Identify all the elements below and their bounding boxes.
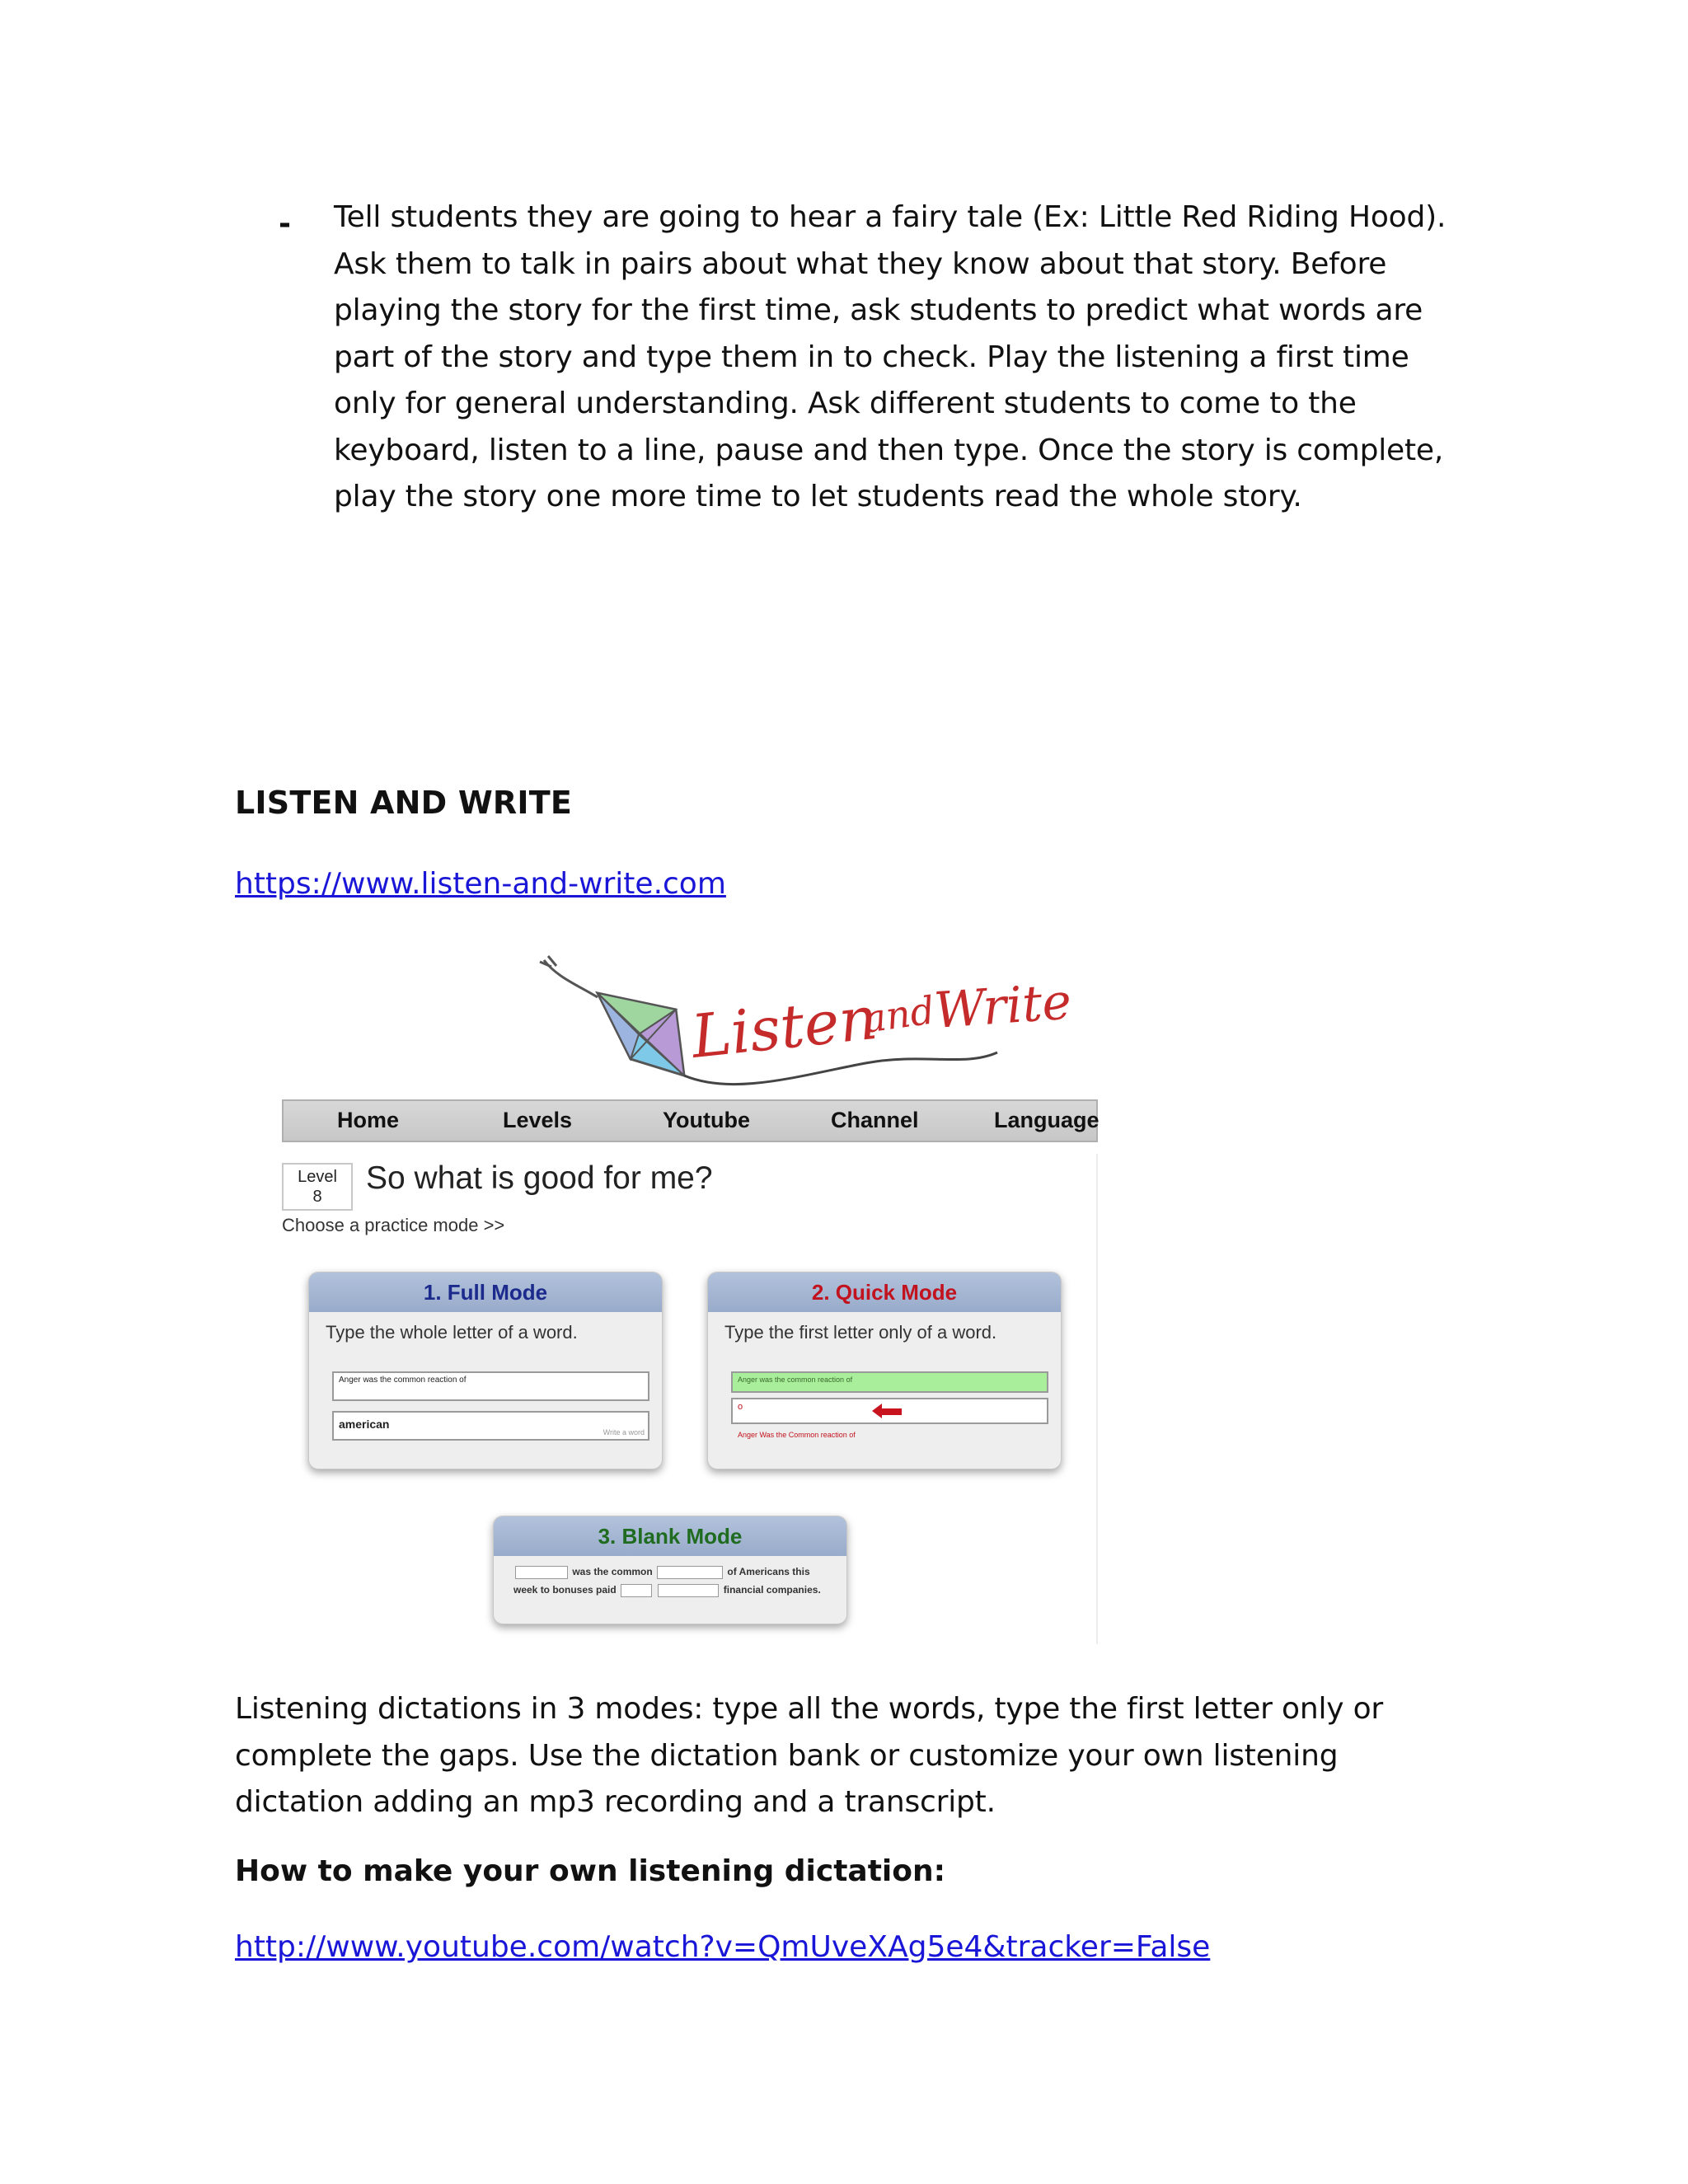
nav-language[interactable]: Language xyxy=(994,1108,1100,1132)
full-mode-line: Anger was the common reaction of xyxy=(332,1371,649,1401)
description-paragraph: Listening dictations in 3 modes: type all the words, type the first letter only or complete the gaps. Use the dictation bank or customize your own listening dictation adding an mp3 recording and a transcript. xyxy=(235,1692,1384,1819)
nav-home[interactable]: Home xyxy=(337,1108,400,1132)
svg-text:and: and xyxy=(860,987,938,1042)
blank-slot xyxy=(621,1584,652,1597)
full-mode-title: 1. Full Mode xyxy=(309,1272,662,1312)
nav-levels[interactable]: Levels xyxy=(503,1108,573,1132)
full-mode-desc: Type the whole letter of a word. xyxy=(326,1322,578,1343)
site-navbar xyxy=(282,1099,1098,1142)
full-mode-hint: Write a word xyxy=(603,1428,645,1436)
blank-text: was the common xyxy=(572,1566,653,1578)
svg-text:Write: Write xyxy=(932,972,1074,1040)
level-value: 8 xyxy=(312,1188,322,1206)
quick-mode-input xyxy=(731,1398,1048,1424)
section-heading: LISTEN AND WRITE xyxy=(235,785,573,821)
quick-mode-title: 2. Quick Mode xyxy=(708,1272,1061,1312)
blank-mode-row-1 xyxy=(513,1566,810,1579)
bullet-paragraph: Tell students they are going to hear a fairy tale (Ex: Little Red Riding Hood). Ask them to talk in pairs about what they know about that story. Before playing the story for the first time, ask students to predict what words are part of the story and type them in to check. Play the listening a first time only for general understanding. Ask different students to come to the keyboard, listen to a line, pause and then type. Once the story is complete, play the story one more time to let students read the whole story. xyxy=(334,200,1447,513)
video-link[interactable]: http://www.youtube.com/watch?v=QmUveXAg5e4&tracker=False xyxy=(235,1930,1211,1964)
kite-logo-icon xyxy=(272,952,1100,1096)
quick-mode-desc: Type the first letter only of a word. xyxy=(724,1322,997,1343)
blank-slot xyxy=(515,1566,568,1579)
blank-text: of Americans this xyxy=(727,1566,810,1578)
full-mode-input xyxy=(332,1411,649,1441)
site-link[interactable]: https://www.listen-and-write.com xyxy=(235,867,726,901)
blank-mode-title: 3. Blank Mode xyxy=(494,1516,846,1556)
full-mode-card[interactable] xyxy=(308,1272,663,1469)
quick-mode-hint-line: Anger Was the Common reaction of xyxy=(738,1431,856,1439)
level-badge xyxy=(282,1163,353,1211)
blank-slot xyxy=(657,1566,723,1579)
blank-text: financial companies. xyxy=(723,1584,821,1596)
blank-slot xyxy=(658,1584,719,1597)
svg-text:Listen: Listen xyxy=(687,982,881,1071)
blank-mode-card[interactable] xyxy=(493,1516,847,1624)
blank-text: week to bonuses paid xyxy=(513,1584,617,1596)
level-label: Level xyxy=(298,1168,337,1186)
quick-mode-input-value: o xyxy=(738,1402,743,1412)
screenshot-edge xyxy=(1096,1154,1098,1644)
nav-channel[interactable]: Channel xyxy=(831,1108,919,1132)
bullet-marker: - xyxy=(279,207,291,241)
quick-mode-line: Anger was the common reaction of xyxy=(731,1371,1048,1393)
choose-mode-text: Choose a practice mode >> xyxy=(282,1215,505,1235)
howto-heading: How to make your own listening dictation: xyxy=(235,1854,946,1888)
full-mode-input-value: american xyxy=(339,1418,390,1431)
dictation-title: So what is good for me? xyxy=(366,1160,713,1196)
red-back-arrow-icon xyxy=(869,1401,905,1421)
nav-youtube[interactable]: Youtube xyxy=(663,1108,750,1132)
blank-mode-row-2 xyxy=(513,1584,821,1597)
quick-mode-card[interactable] xyxy=(707,1272,1062,1469)
listen-and-write-logo xyxy=(272,952,1100,1096)
